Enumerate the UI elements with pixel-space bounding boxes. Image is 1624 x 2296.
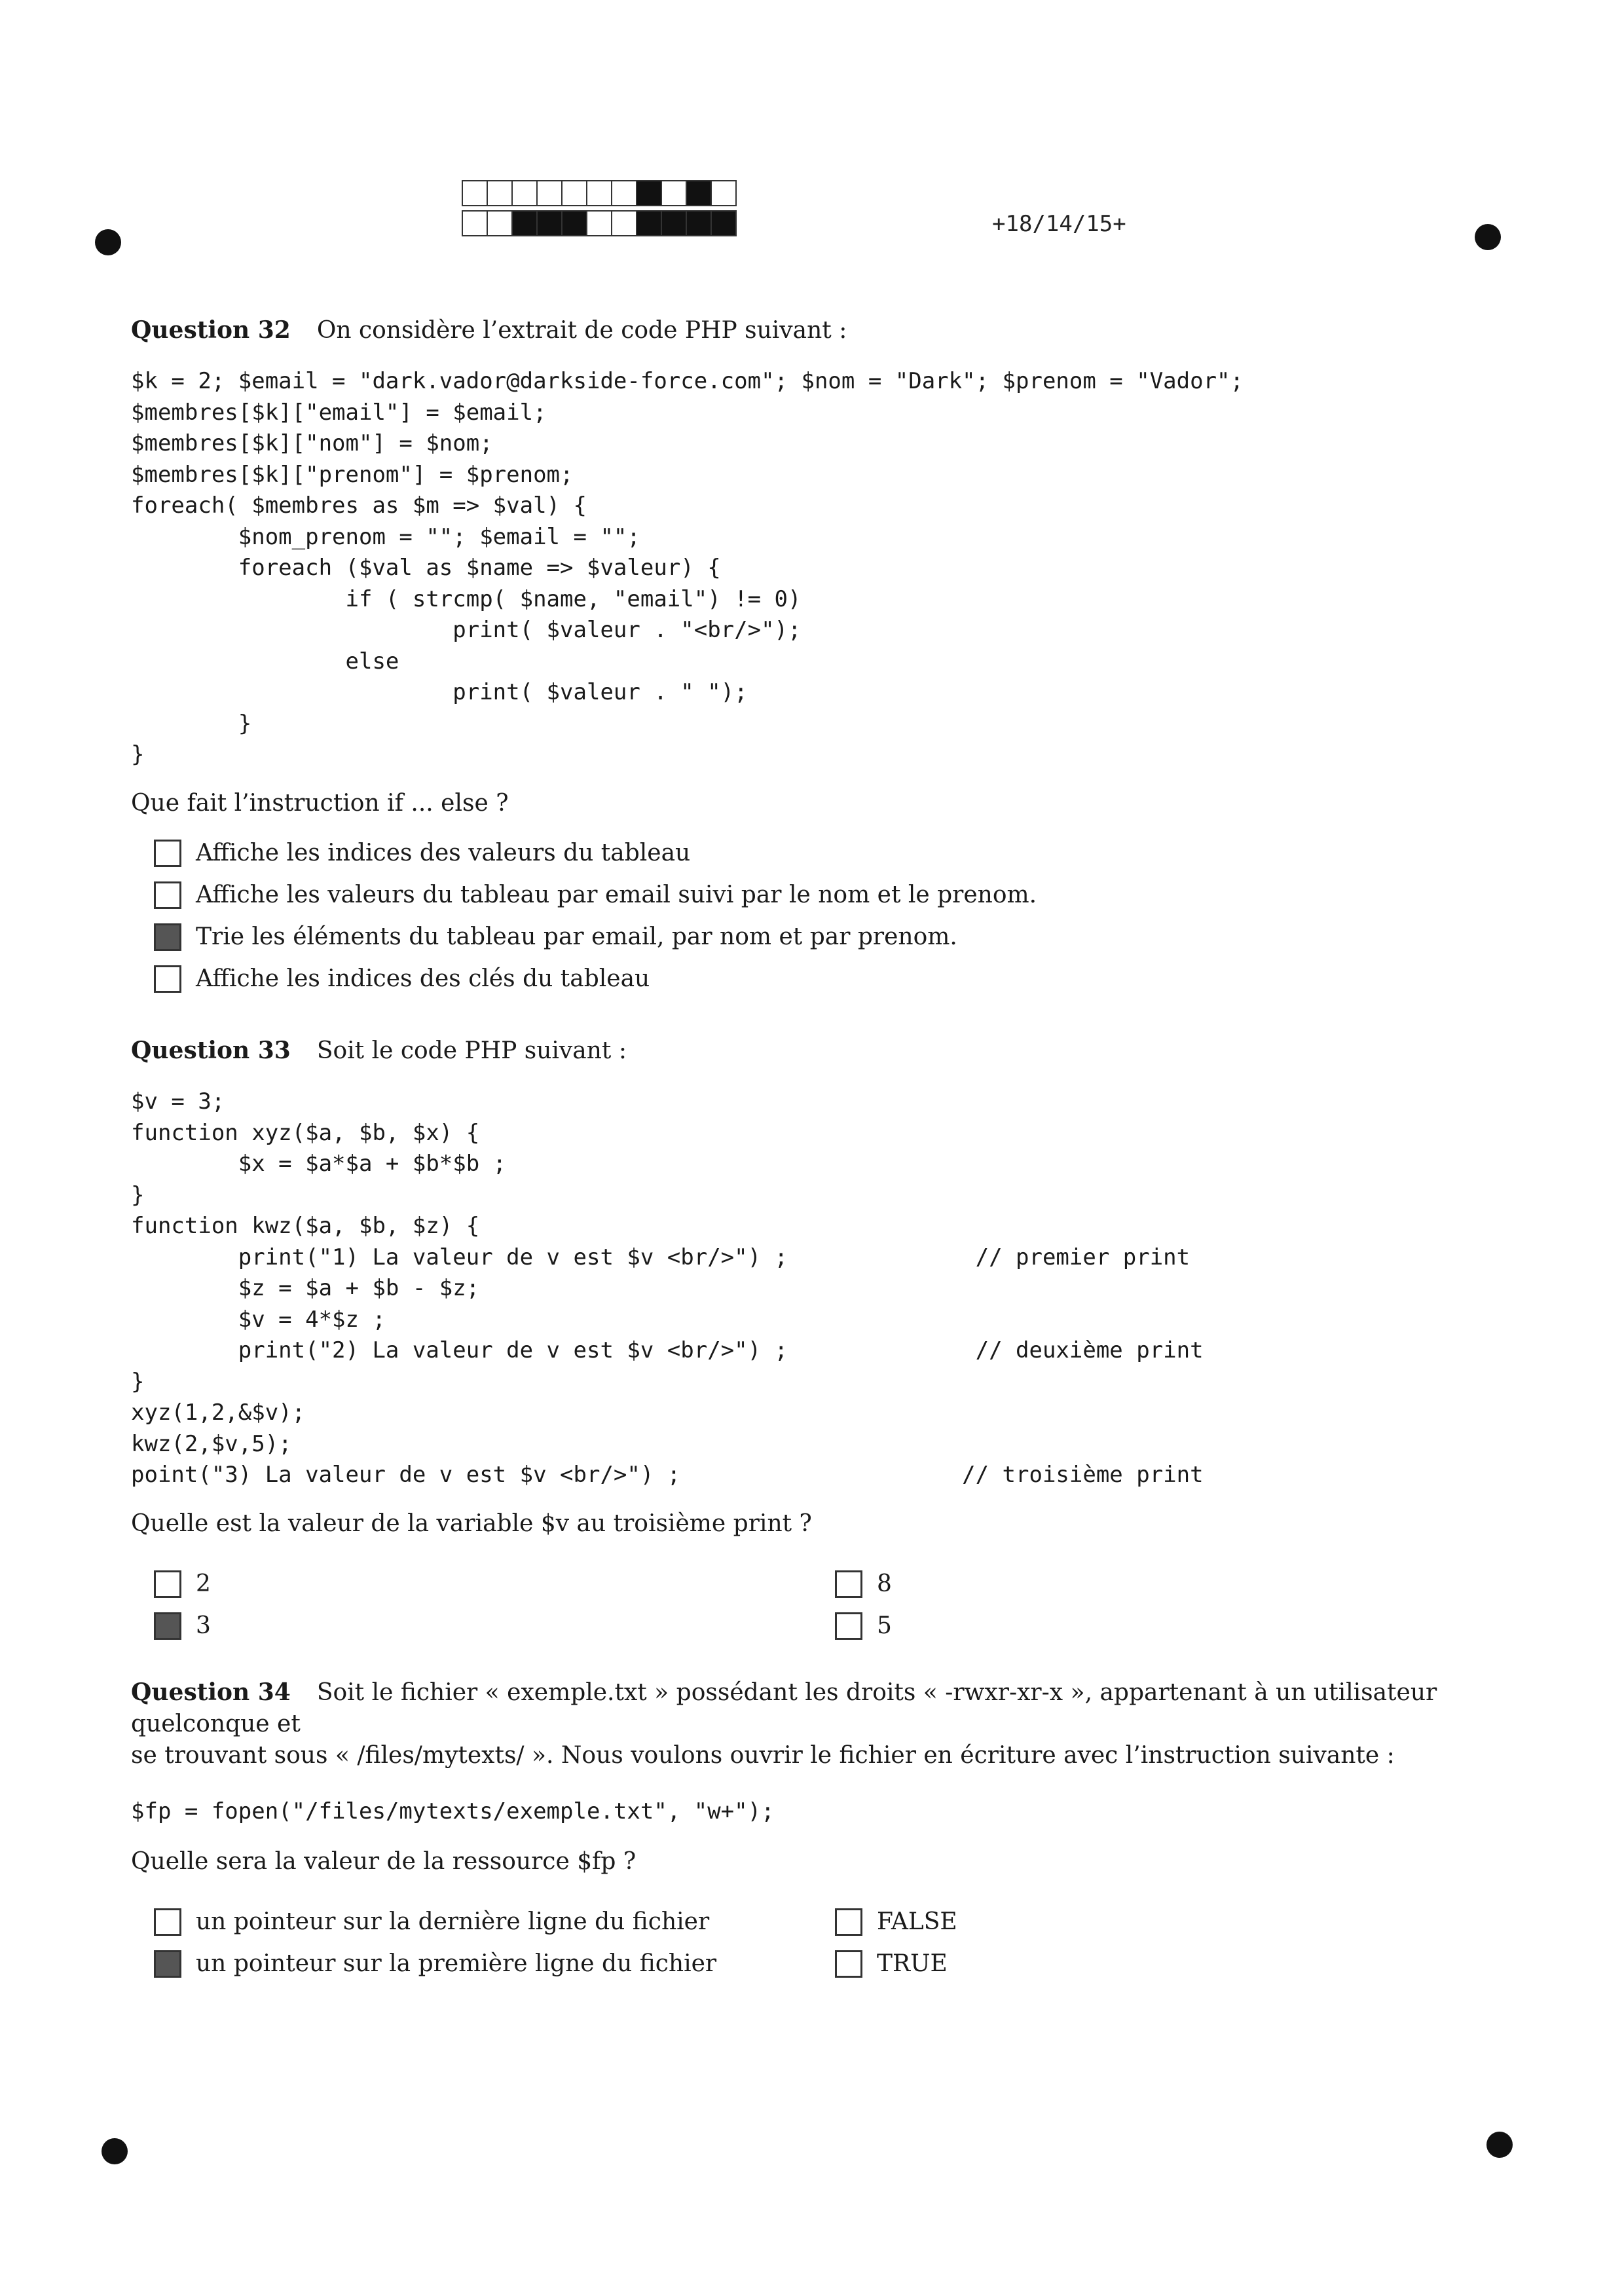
checkbox[interactable] <box>835 1950 862 1978</box>
registration-mark <box>101 2138 128 2164</box>
question-34 <box>131 1676 1480 1986</box>
code-line: else <box>131 648 399 675</box>
code-line: print( $valeur . " "); <box>131 679 748 705</box>
answer-option[interactable] <box>835 1563 892 1605</box>
code-line: print( $valeur . "<br/>"); <box>131 617 802 643</box>
page-barcode <box>462 180 737 240</box>
answer-option[interactable] <box>154 1901 716 1943</box>
answer-label: Affiche les valeurs du tableau par email suivi par le nom et le prenom. <box>196 881 1037 908</box>
question-intro-line-1: Soit le fichier « exemple.txt » possédant les droits « -rwxr-xr-x », appartenant à un utilisateur quelconque et <box>131 1679 1437 1737</box>
barcode-cell <box>636 210 661 236</box>
barcode-row-bottom <box>462 210 737 235</box>
code-line: $membres[$k]["nom"] = $nom; <box>131 430 493 456</box>
barcode-cell <box>511 180 536 206</box>
checkbox-checked[interactable] <box>154 923 181 951</box>
registration-mark <box>1475 224 1501 250</box>
code-line: } <box>131 1181 145 1208</box>
code-line: $membres[$k]["email"] = $email; <box>131 399 547 426</box>
question-label: Question 34 <box>131 1678 291 1706</box>
answer-label: Affiche les indices des clés du tableau <box>196 965 650 992</box>
registration-mark <box>95 229 121 255</box>
question-intro: Soit le code PHP suivant : <box>316 1037 627 1064</box>
barcode-cell <box>462 210 487 236</box>
question-heading <box>131 314 1480 346</box>
answer-option[interactable] <box>154 1605 211 1647</box>
code-line: kwz(2,$v,5); <box>131 1430 292 1457</box>
code-line: $v = 3; <box>131 1088 225 1115</box>
checkbox[interactable] <box>835 1570 862 1598</box>
code-line: $v = 4*$z ; <box>131 1306 386 1333</box>
code-line: function xyz($a, $b, $x) { <box>131 1119 480 1146</box>
question-prompt: Que fait l’instruction if ... else ? <box>131 789 509 817</box>
barcode-cell <box>611 180 636 206</box>
code-line: print("2) La valeur de v est $v <br/>") ; // deuxième print <box>131 1337 1204 1363</box>
checkbox[interactable] <box>154 881 181 909</box>
code-line: $membres[$k]["prenom"] = $prenom; <box>131 461 574 488</box>
question-33 <box>131 1035 1480 1648</box>
question-prompt: Quelle sera la valeur de la ressource $fp ? <box>131 1847 637 1875</box>
answer-label: Affiche les indices des valeurs du tableau <box>196 840 691 866</box>
answer-column-right <box>835 1563 892 1647</box>
checkbox-checked[interactable] <box>154 1612 181 1640</box>
checkbox-checked[interactable] <box>154 1950 181 1978</box>
barcode-cell <box>710 210 737 236</box>
question-heading <box>131 1035 1480 1067</box>
answer-label: FALSE <box>877 1908 957 1935</box>
code-line: } <box>131 1368 145 1395</box>
checkbox[interactable] <box>154 1908 181 1936</box>
answer-label: 8 <box>877 1570 892 1597</box>
barcode-cell <box>710 180 737 206</box>
code-line: $k = 2; $email = "dark.vador@darkside-force.com"; $nom = "Dark"; $prenom = "Vador"; <box>131 368 1244 394</box>
question-intro: On considère l’extrait de code PHP suivant : <box>316 317 847 344</box>
code-line: if ( strcmp( $name, "email") != 0) <box>131 585 802 612</box>
checkbox[interactable] <box>835 1612 862 1640</box>
answer-label: 5 <box>877 1612 892 1639</box>
answer-options <box>154 832 1480 1000</box>
answer-option[interactable] <box>154 832 1480 874</box>
barcode-cell <box>586 210 611 236</box>
answer-label: un pointeur sur la première ligne du fichier <box>196 1950 717 1977</box>
question-label: Question 32 <box>131 316 291 344</box>
code-line: point("3) La valeur de v est $v <br/>") ; // troisième print <box>131 1462 1204 1488</box>
barcode-cell <box>561 210 586 236</box>
barcode-cell <box>536 180 561 206</box>
code-line: xyz(1,2,&$v); <box>131 1399 306 1426</box>
code-line: function kwz($a, $b, $z) { <box>131 1213 480 1239</box>
barcode-cell <box>686 210 710 236</box>
question-32 <box>131 314 1480 1000</box>
barcode-cell <box>661 210 686 236</box>
barcode-cell <box>661 180 686 206</box>
code-line: foreach( $membres as $m => $val) { <box>131 492 587 519</box>
answer-option[interactable] <box>154 1563 211 1605</box>
code-line: } <box>131 741 145 768</box>
checkbox[interactable] <box>154 840 181 867</box>
code-block <box>131 366 1480 771</box>
answer-label: un pointeur sur la dernière ligne du fichier <box>196 1908 710 1935</box>
answer-column-left <box>154 1563 211 1647</box>
checkbox[interactable] <box>154 965 181 993</box>
code-block <box>131 1086 1480 1491</box>
answer-option[interactable] <box>154 1943 716 1985</box>
barcode-row-top <box>462 180 737 205</box>
code-line: $x = $a*$a + $b*$b ; <box>131 1151 507 1177</box>
answer-option[interactable] <box>154 958 1480 1000</box>
answer-column-left <box>154 1901 716 1985</box>
answer-label: TRUE <box>877 1950 948 1977</box>
barcode-cell <box>611 210 636 236</box>
barcode-cell <box>561 180 586 206</box>
answer-option[interactable] <box>154 874 1480 916</box>
checkbox[interactable] <box>154 1570 181 1598</box>
barcode-cell <box>487 180 511 206</box>
answer-option[interactable] <box>835 1605 892 1647</box>
barcode-cell <box>462 180 487 206</box>
barcode-cell <box>487 210 511 236</box>
barcode-cell <box>686 180 710 206</box>
page-id: +18/14/15+ <box>992 211 1126 237</box>
barcode-cell <box>636 180 661 206</box>
checkbox[interactable] <box>835 1908 862 1936</box>
question-heading <box>131 1676 1480 1740</box>
code-line: foreach ($val as $name => $valeur) { <box>131 555 721 581</box>
code-line: } <box>131 710 252 737</box>
answer-options <box>131 1563 1480 1648</box>
answer-option[interactable] <box>154 916 1480 958</box>
code-line: $z = $a + $b - $z; <box>131 1275 480 1301</box>
code-line: print("1) La valeur de v est $v <br/>") ; // premier print <box>131 1244 1190 1270</box>
registration-mark <box>1486 2132 1513 2158</box>
question-label: Question 33 <box>131 1037 291 1064</box>
code-line: $nom_prenom = ""; $email = ""; <box>131 523 640 550</box>
barcode-cell <box>536 210 561 236</box>
answer-options <box>131 1901 1480 1986</box>
question-intro-line-2: se trouvant sous « /files/mytexts/ ». Nous voulons ouvrir le fichier en écriture avec l’instruction suivante : <box>131 1742 1395 1769</box>
answer-label: 3 <box>196 1612 211 1639</box>
answer-column-right <box>835 1901 957 1985</box>
answer-label: Trie les éléments du tableau par email, par nom et par prenom. <box>196 923 957 950</box>
answer-option[interactable] <box>835 1943 957 1985</box>
barcode-cell <box>586 180 611 206</box>
code-block: $fp = fopen("/files/mytexts/exemple.txt", "w+"); <box>131 1798 775 1824</box>
barcode-cell <box>511 210 536 236</box>
answer-label: 2 <box>196 1570 211 1597</box>
answer-option[interactable] <box>835 1901 957 1943</box>
question-prompt: Quelle est la valeur de la variable $v au troisième print ? <box>131 1509 812 1537</box>
